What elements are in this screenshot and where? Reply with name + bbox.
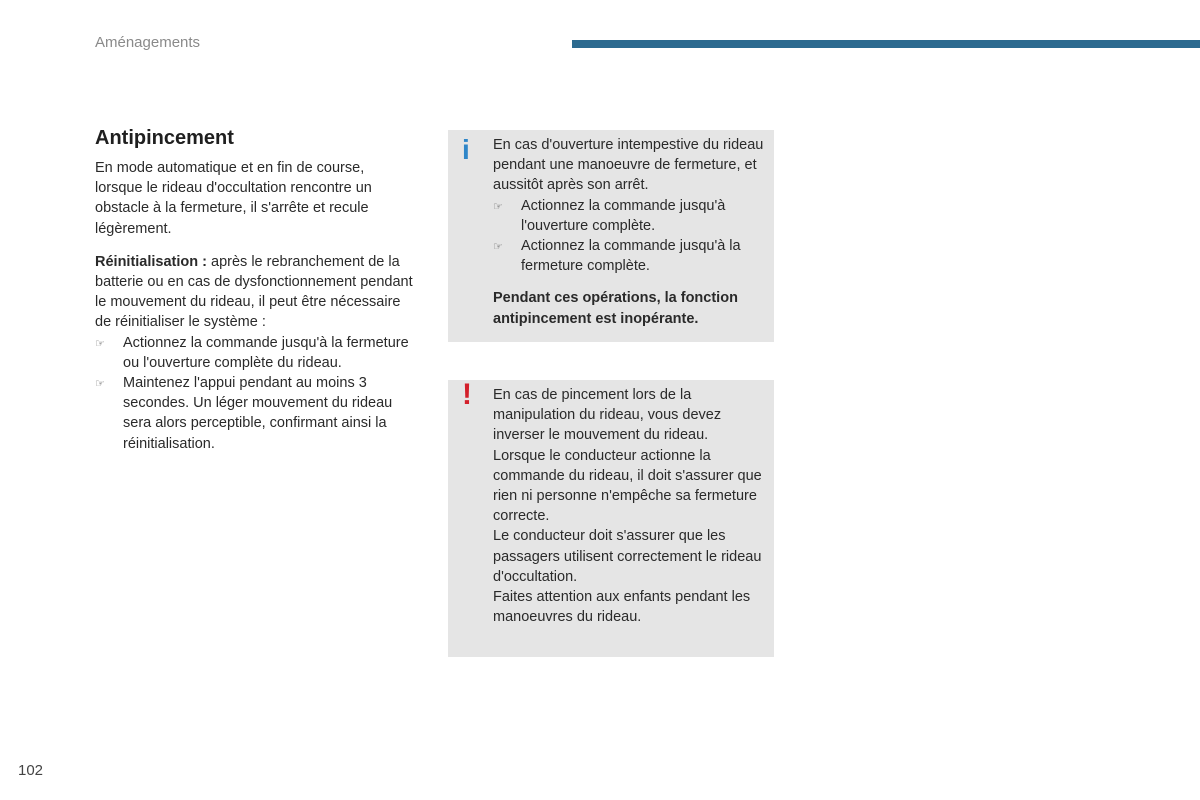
list-item xyxy=(95,333,413,373)
warning-paragraph: En cas de pincement lors de la manipulation du rideau, vous devez inverser le mouvement du rideau. xyxy=(493,387,722,444)
info-steps-list xyxy=(493,196,771,277)
warning-box-content xyxy=(493,385,771,627)
reset-label: Réinitialisation : xyxy=(95,253,207,270)
info-box-note: Pendant ces opérations, la fonction antipincement est inopérante. xyxy=(493,290,738,327)
list-item xyxy=(493,236,771,276)
warning-paragraph: Faites attention aux enfants pendant les manoeuvres du rideau. xyxy=(493,589,751,626)
list-item xyxy=(95,373,413,454)
page-number: 102 xyxy=(18,762,44,779)
hand-pointer-icon: ☞ xyxy=(493,200,503,213)
intro-paragraph: En mode automatique et en fin de course, lorsque le rideau d'occultation rencontre un obstacle à la fermeture, il s'arrête et recule légèrement. xyxy=(95,160,372,237)
warning-paragraph: Le conducteur doit s'assurer que les passagers utilisent correctement le rideau d'occultation. xyxy=(493,528,762,585)
info-box-text: En cas d'ouverture intempestive du rideau pendant une manoeuvre de fermeture, et aussitôt après son arrêt. xyxy=(493,137,764,194)
warning-paragraph: Lorsque le conducteur actionne la commande du rideau, il doit s'assurer que rien ni personne n'empêche sa fermeture correcte. xyxy=(493,447,762,525)
list-item-text: Actionnez la commande jusqu'à la fermeture complète. xyxy=(521,238,741,275)
info-icon: i xyxy=(462,134,470,165)
warning-box xyxy=(448,380,774,657)
hand-pointer-icon: ☞ xyxy=(493,241,503,254)
header-section-title: Aménagements xyxy=(95,34,201,51)
section-title: Antipincement xyxy=(95,127,234,149)
header-accent-bar xyxy=(572,40,1200,48)
info-box xyxy=(448,130,774,342)
reset-paragraph xyxy=(95,252,413,333)
warning-icon: ! xyxy=(462,378,472,411)
reset-text: après le rebranchement de la batterie ou en cas de dysfonctionnement pendant le mouvement du rideau, il peut être nécessaire de réinitialiser le système : xyxy=(95,253,413,331)
list-item-text: Actionnez la commande jusqu'à l'ouverture complète. xyxy=(521,197,726,234)
left-column xyxy=(95,158,413,454)
reset-steps-list xyxy=(95,333,413,454)
hand-pointer-icon: ☞ xyxy=(95,378,105,391)
list-item-text: Actionnez la commande jusqu'à la fermeture ou l'ouverture complète du rideau. xyxy=(123,334,409,371)
list-item xyxy=(493,196,771,236)
list-item-text: Maintenez l'appui pendant au moins 3 secondes. Un léger mouvement du rideau sera alors perceptible, confirmant ainsi la réinitialisation. xyxy=(123,375,393,452)
info-box-content xyxy=(493,135,771,329)
hand-pointer-icon: ☞ xyxy=(95,337,105,350)
